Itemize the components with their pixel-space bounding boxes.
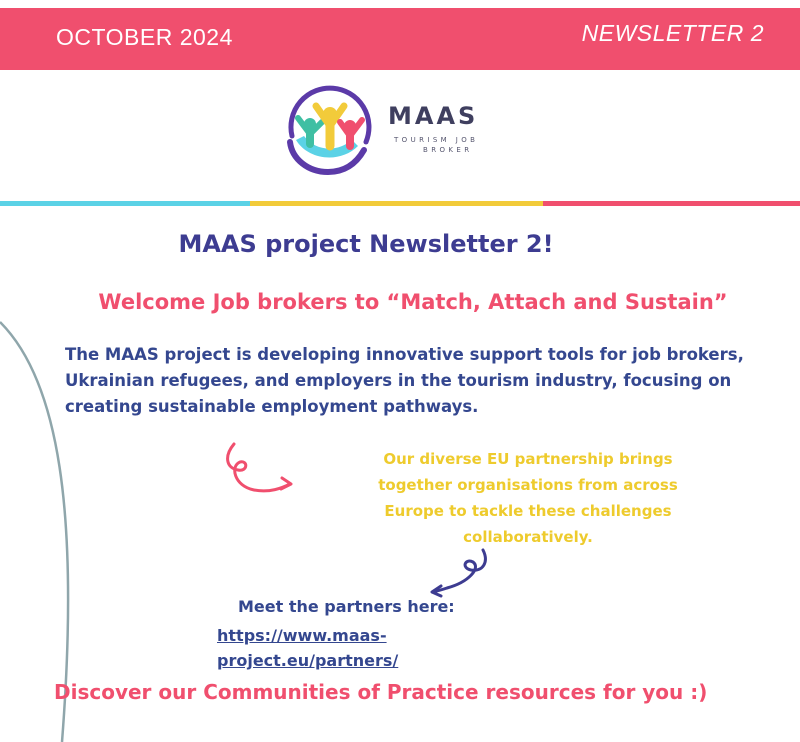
divider-cyan <box>0 201 250 206</box>
header-banner <box>0 8 800 70</box>
people-in-hand-icon <box>282 84 378 180</box>
logo-tagline-1: TOURISM JOB <box>394 136 479 144</box>
pink-curly-arrow-icon <box>220 440 300 500</box>
issue-date: OCTOBER 2024 <box>56 24 233 50</box>
intro-paragraph: The MAAS project is developing innovative support tools for job brokers, Ukrainian refugees, and employers in the tourism industry, focusing on creating sustainable employment pathways. <box>65 345 744 416</box>
newsletter-number: NEWSLETTER 2 <box>581 20 764 46</box>
discover-heading: Discover our Communities of Practice resources for you :) <box>54 680 708 704</box>
maas-logo <box>282 84 522 180</box>
blue-curly-arrow-icon <box>425 548 495 598</box>
partnership-paragraph: Our diverse EU partnership brings together organisations from across Europe to tackle these challenges collaboratively. <box>378 450 678 546</box>
logo-wordmark: MAAS <box>388 102 479 130</box>
logo-tagline-2: BROKER <box>423 146 473 154</box>
divider-pink <box>543 201 800 206</box>
divider-yellow <box>250 201 543 206</box>
partners-link[interactable]: https://www.maas-project.eu/partners/ <box>217 626 399 670</box>
newsletter-title: MAAS project Newsletter 2! <box>178 230 554 258</box>
welcome-heading: Welcome Job brokers to “Match, Attach and Sustain” <box>98 290 728 314</box>
meet-partners-label: Meet the partners here: <box>238 597 455 616</box>
